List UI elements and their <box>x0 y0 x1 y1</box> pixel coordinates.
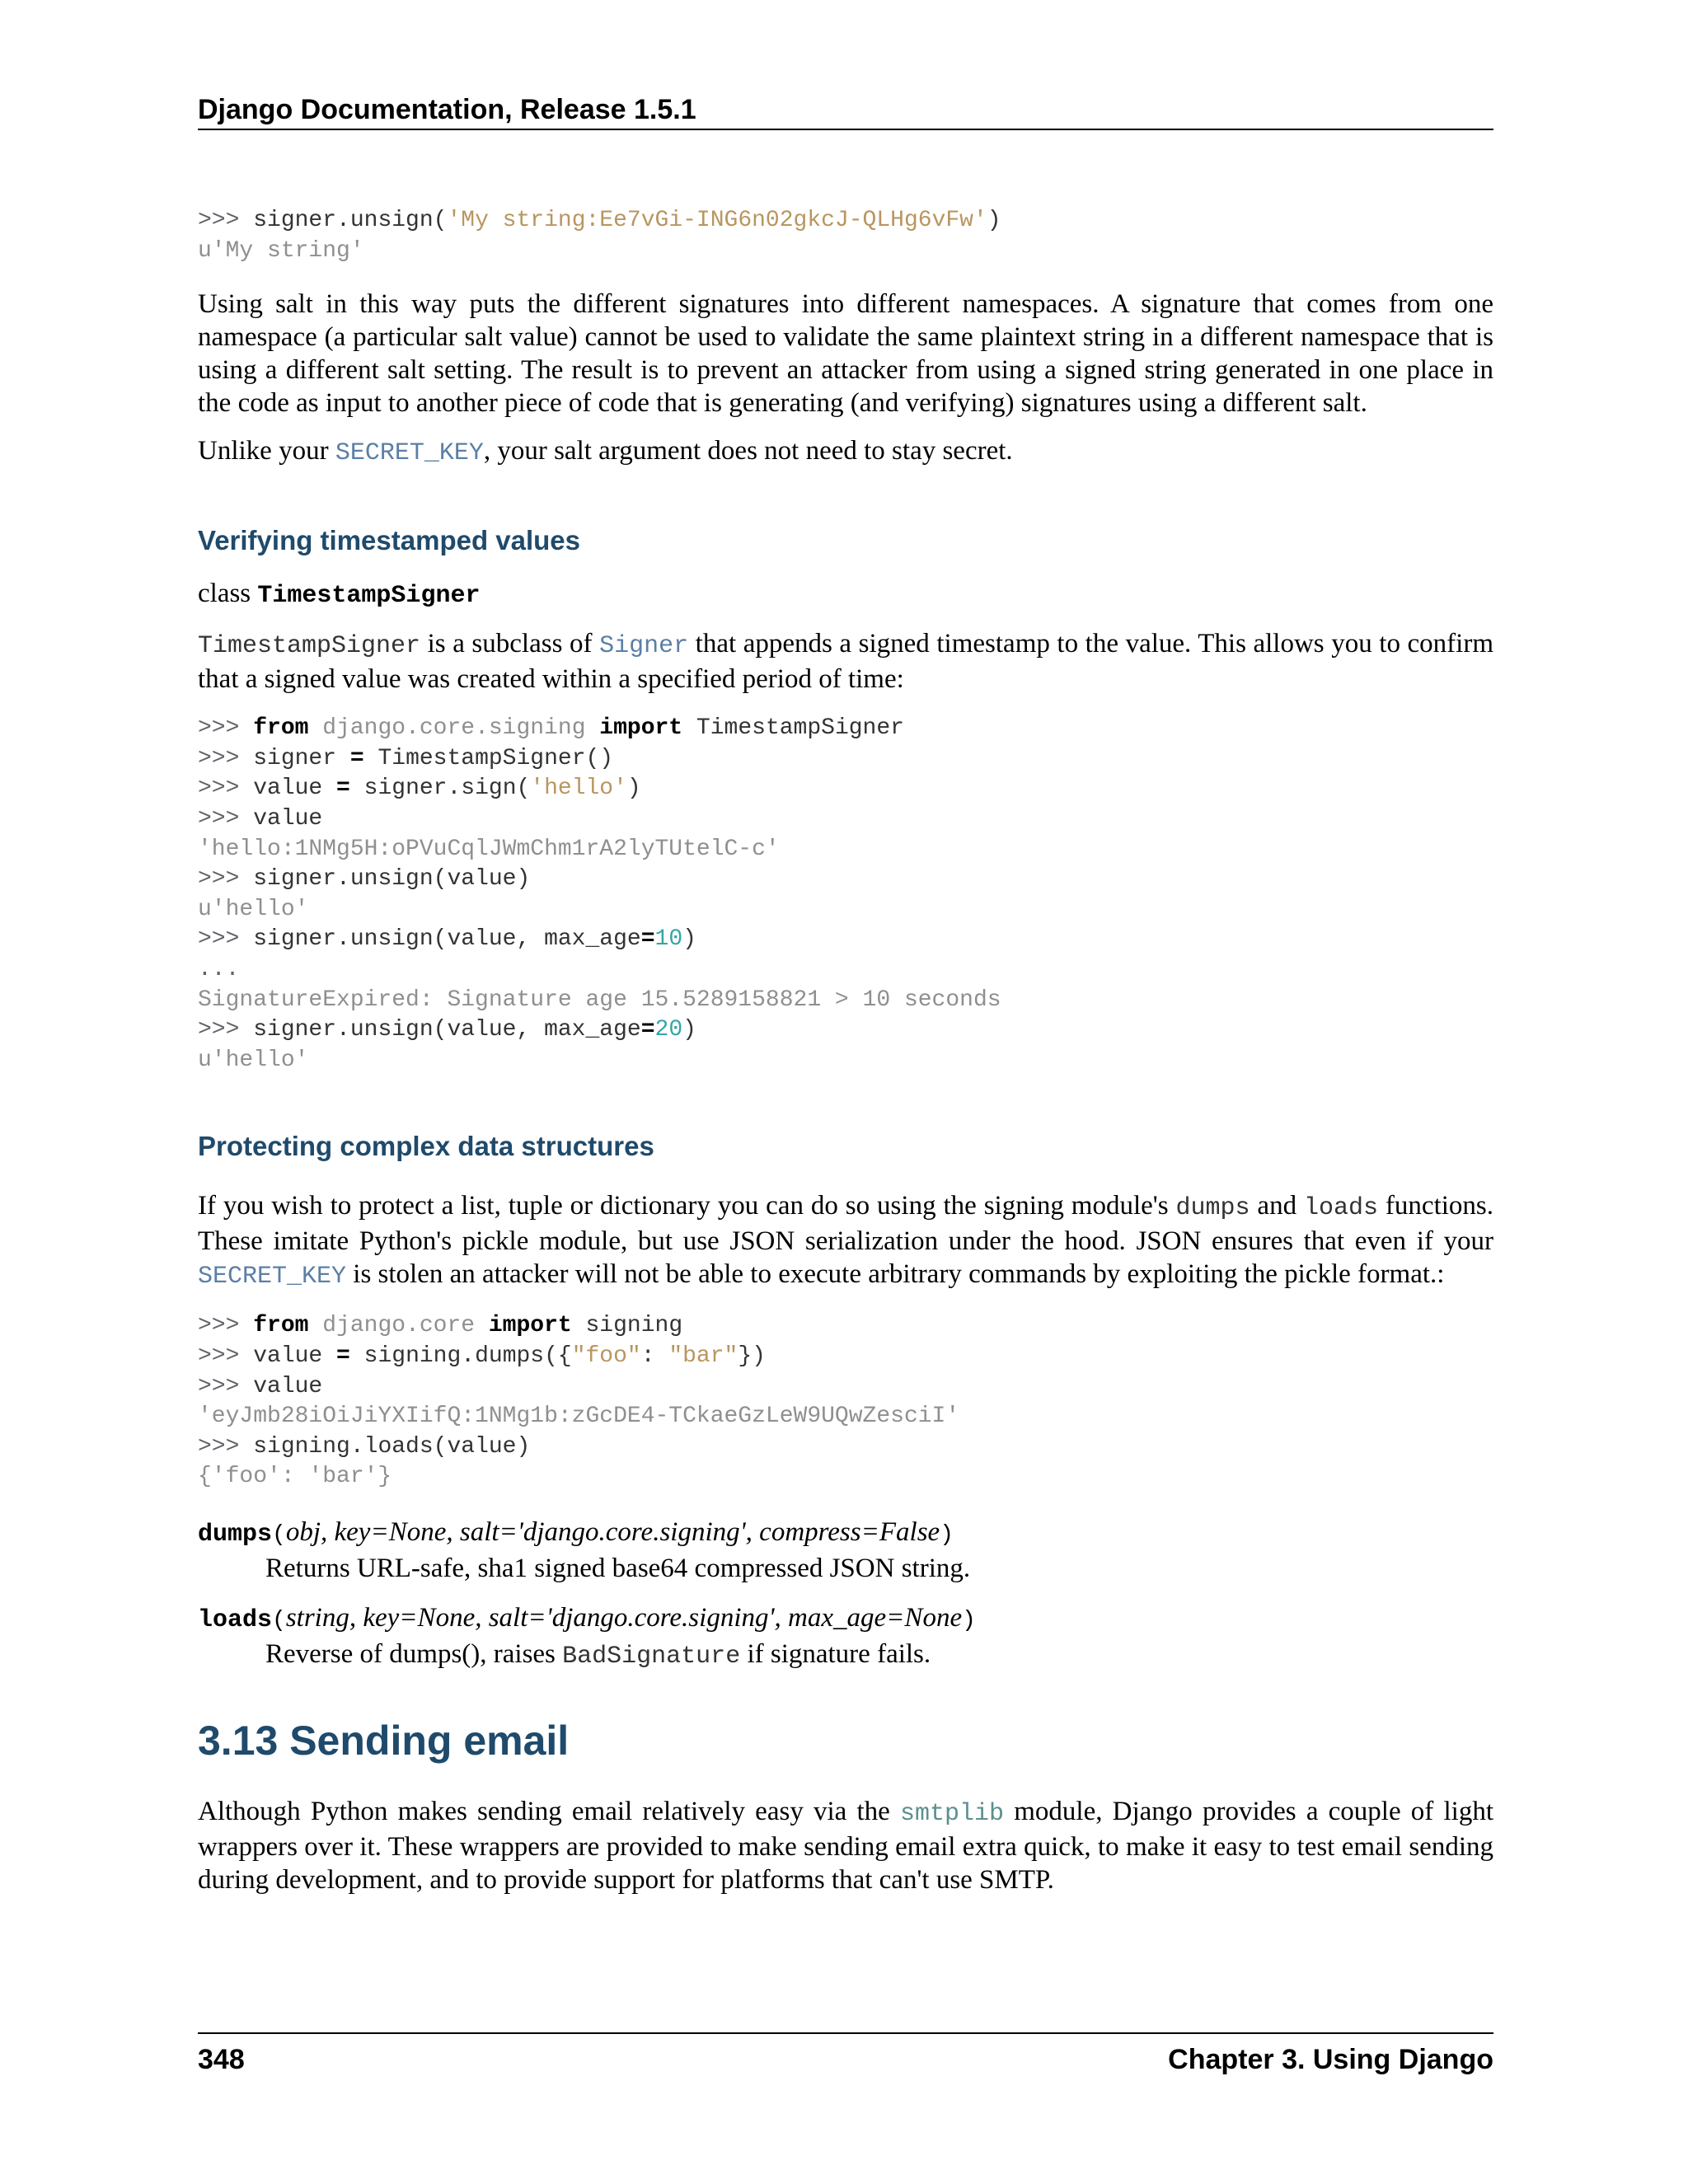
running-footer <box>198 2032 1493 2077</box>
inline-literal: dumps <box>1175 1194 1250 1223</box>
code-string: "foo" <box>571 1343 641 1369</box>
text: If you wish to protect a list, tuple or dictionary you can do so using the signing module's <box>198 1191 1176 1221</box>
text: module, Django provides a couple of light wrappers over it. These wrappers are provided to make sending email extra quick, to make it easy to test email sending during development, and to provide support for platforms that can't use SMTP. <box>198 1796 1493 1895</box>
document-page <box>198 0 1493 2184</box>
smtplib-link[interactable]: smtplib <box>900 1799 1005 1828</box>
code-text: ) <box>987 208 1001 233</box>
paren: ) <box>962 1607 976 1633</box>
code-module: django.core <box>308 1313 489 1339</box>
signer-link[interactable]: Signer <box>599 632 689 661</box>
code-text: signing <box>571 1313 683 1339</box>
code-number: 10 <box>654 926 683 953</box>
code-module: django.core.signing <box>308 715 600 742</box>
text: is a subclass of <box>420 629 600 659</box>
paren: ) <box>940 1521 954 1548</box>
running-header: Django Documentation, Release 1.5.1 <box>198 92 1493 130</box>
code-text: signing.loads(value) <box>253 1433 531 1460</box>
code-text: value <box>253 805 323 832</box>
text: if signature fails. <box>740 1638 931 1669</box>
code-prompt: >>> <box>198 1433 254 1460</box>
code-text: signer <box>253 745 350 771</box>
paragraph-timestamp-signer <box>198 627 1493 696</box>
function-description-loads <box>265 1638 1493 1673</box>
function-description-dumps: Returns URL-safe, sha1 signed base64 compressed JSON string. <box>265 1553 971 1583</box>
function-name: dumps <box>198 1520 273 1549</box>
code-text: ) <box>626 776 641 802</box>
code-operator: = <box>640 1017 655 1043</box>
chapter-title: Chapter 3. Using Django <box>1168 2044 1493 2075</box>
code-text: : <box>640 1343 669 1369</box>
code-text: signer.unsign(value) <box>253 866 531 893</box>
code-text: TimestampSigner() <box>363 745 614 771</box>
code-text: value <box>253 1343 337 1369</box>
text: is stolen an attacker will not be able to execute arbitrary commands by exploiting the pickle format.: <box>346 1259 1445 1290</box>
inline-literal: TimestampSigner <box>198 632 421 661</box>
code-text: signer.sign( <box>349 776 531 802</box>
code-text: signer.unsign(value, max_age <box>253 1017 641 1043</box>
code-text: signer.unsign( <box>253 208 448 233</box>
paren: ( <box>272 1607 286 1633</box>
code-output: SignatureExpired: Signature age 15.5289158821 > 10 seconds <box>198 987 1001 1013</box>
paragraph-sending-email <box>198 1795 1493 1896</box>
code-prompt: >>> <box>198 1313 254 1339</box>
code-prompt: >>> <box>198 1373 254 1399</box>
code-string: 'hello' <box>530 776 627 802</box>
code-prompt: >>> <box>198 208 254 233</box>
code-text: TimestampSigner <box>682 715 904 742</box>
class-declaration <box>198 577 1493 612</box>
text: that appends a signed timestamp to the value. This allows you to confirm that a signed value was created within a specified period of time: <box>198 629 1494 695</box>
code-number: 20 <box>654 1017 683 1043</box>
function-signature-dumps <box>198 1516 1493 1552</box>
code-operator: = <box>336 776 350 802</box>
inline-literal: BadSignature <box>562 1642 741 1671</box>
function-args: string, key=None, salt='django.core.signing', max_age=None <box>285 1602 963 1633</box>
code-prompt: >>> <box>198 745 254 771</box>
code-keyword: from <box>253 1313 309 1339</box>
code-text: ) <box>682 1017 696 1043</box>
code-prompt: >>> <box>198 926 254 953</box>
code-text: signing.dumps({ <box>349 1343 572 1369</box>
code-output: u'hello' <box>198 896 309 922</box>
code-prompt: >>> <box>198 805 254 832</box>
secret-key-link[interactable]: SECRET_KEY <box>198 1263 347 1291</box>
code-operator: = <box>349 745 364 771</box>
code-block-signing-dumps <box>198 1311 1493 1493</box>
code-text: }) <box>738 1343 766 1369</box>
code-keyword: import <box>488 1313 572 1339</box>
code-continuation: ... <box>198 956 240 982</box>
code-block-unsign <box>198 206 1493 266</box>
page-number: 348 <box>198 2044 245 2075</box>
code-output: u'My string' <box>198 237 364 264</box>
code-keyword: import <box>599 715 683 742</box>
code-string: 'My string:Ee7vGi-ING6n02gkcJ-QLHg6vFw' <box>447 208 987 233</box>
text: functions. These imitate Python's pickle module, but use JSON serialization under the hood. JSON ensures that even if your <box>198 1191 1493 1257</box>
paragraph-protect <box>198 1189 1493 1293</box>
function-args: obj, key=None, salt='django.core.signing', compress=False <box>285 1516 940 1547</box>
code-operator: = <box>640 926 655 953</box>
code-keyword: from <box>253 715 309 742</box>
code-output: 'eyJmb28iOiJiYXIifQ:1NMg1b:zGcDE4-TCkaeGzLeW9UQwZesciI' <box>198 1404 960 1430</box>
class-name: TimestampSigner <box>257 582 481 611</box>
code-string: "bar" <box>668 1343 738 1369</box>
inline-literal: loads <box>1304 1194 1379 1223</box>
text: Reverse of dumps(), raises <box>265 1638 563 1669</box>
secret-key-link[interactable]: SECRET_KEY <box>335 439 484 468</box>
function-name: loads <box>198 1605 273 1634</box>
paren: ( <box>272 1521 286 1548</box>
paragraph-salt: Using salt in this way puts the different signatures into different namespaces. A signature that comes from one namespace (a particular salt value) cannot be used to validate the same plaintext string in a different namespace that is using a different salt setting. The result is to prevent an attacker from using a signed string generated in one place in the code as input to another piece of code that is generating (and verifying) signatures using a different salt. <box>198 289 1493 419</box>
code-text: ) <box>682 926 696 953</box>
code-prompt: >>> <box>198 715 254 742</box>
function-signature-loads <box>198 1601 1493 1638</box>
code-prompt: >>> <box>198 1343 254 1369</box>
code-prompt: >>> <box>198 776 254 802</box>
page-content <box>198 206 1493 1896</box>
text: , your salt argument does not need to stay secret. <box>483 436 1013 466</box>
heading-protecting-complex-data: Protecting complex data structures <box>198 1131 654 1162</box>
code-output: 'hello:1NMg5H:oPVuCqlJWmChm1rA2lyTUtelC-c' <box>198 836 780 862</box>
text: and <box>1250 1191 1304 1221</box>
code-operator: = <box>336 1343 350 1369</box>
text: Unlike your <box>198 436 335 466</box>
code-text: signer.unsign(value, max_age <box>253 926 641 953</box>
code-prompt: >>> <box>198 866 254 893</box>
code-prompt: >>> <box>198 1017 254 1043</box>
code-block-timestamp <box>198 714 1493 1076</box>
code-output: u'hello' <box>198 1047 309 1073</box>
class-keyword: class <box>198 579 258 609</box>
heading-verifying-timestamped-values: Verifying timestamped values <box>198 525 581 556</box>
code-output: {'foo': 'bar'} <box>198 1464 392 1490</box>
code-text: value <box>253 776 337 802</box>
section-heading-sending-email: 3.13 Sending email <box>198 1717 570 1764</box>
code-text: value <box>253 1373 323 1399</box>
text: Although Python makes sending email relatively easy via the <box>198 1796 901 1826</box>
paragraph-secret-key <box>198 434 1493 470</box>
